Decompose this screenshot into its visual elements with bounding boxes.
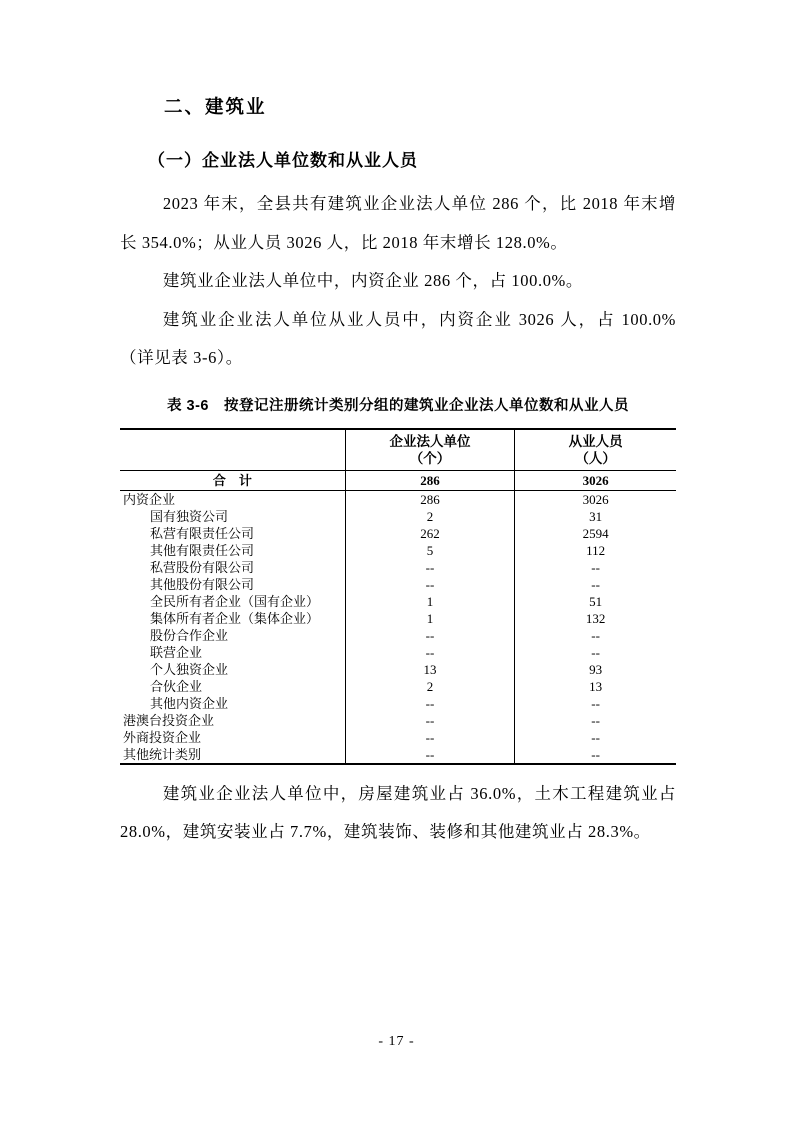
- header-persons-line1: 从业人员: [568, 433, 623, 449]
- row-label: 其他内资企业: [150, 695, 229, 711]
- table-row: [120, 712, 676, 729]
- row-label: 集体所有者企业（集体企业）: [150, 610, 320, 626]
- row-persons-value: --: [515, 729, 676, 746]
- row-persons-value: --: [515, 576, 676, 593]
- row-persons-value: --: [515, 644, 676, 661]
- table-row: [120, 661, 676, 678]
- row-units-value: 5: [345, 542, 515, 559]
- row-label: 私营股份有限公司: [150, 559, 255, 575]
- row-units-value: --: [345, 627, 515, 644]
- row-label: 个人独资企业: [150, 661, 229, 677]
- row-units-value: 2: [345, 678, 515, 695]
- row-label: 合 计: [120, 470, 345, 490]
- header-cell-empty: [120, 429, 345, 471]
- row-label: 港澳台投资企业: [123, 712, 215, 728]
- table-row: [120, 695, 676, 712]
- header-cell-units: [345, 429, 515, 471]
- row-units-value: 286: [345, 490, 515, 508]
- statistics-table: [120, 428, 676, 765]
- row-label: 内资企业: [123, 491, 176, 507]
- row-units-value: --: [345, 695, 515, 712]
- row-label: 其他有限责任公司: [150, 542, 255, 558]
- row-units-value: 1: [345, 610, 515, 627]
- row-units-value: 13: [345, 661, 515, 678]
- row-label: 其他统计类别: [123, 746, 202, 762]
- header-cell-persons: [515, 429, 676, 471]
- row-persons-value: --: [515, 559, 676, 576]
- row-units-value: --: [345, 559, 515, 576]
- row-units-value: --: [345, 729, 515, 746]
- row-persons-value: --: [515, 695, 676, 712]
- table-body: [120, 470, 676, 764]
- row-units-value: --: [345, 746, 515, 764]
- row-label: 其他股份有限公司: [150, 576, 255, 592]
- row-units-value: 286: [345, 470, 515, 490]
- table-row: [120, 746, 676, 764]
- paragraph-closing: 建筑业企业法人单位中，房屋建筑业占 36.0%，土木工程建筑业占 28.0%，建筑安装业占 7.7%，建筑装饰、装修和其他建筑业占 28.3%。: [120, 783, 676, 841]
- header-units-line2: （个）: [409, 450, 451, 466]
- table-row: [120, 470, 676, 490]
- row-label: 全民所有者企业（国有企业）: [150, 593, 320, 609]
- row-units-value: 1: [345, 593, 515, 610]
- row-persons-value: 132: [515, 610, 676, 627]
- row-units-value: 262: [345, 525, 515, 542]
- row-persons-value: 93: [515, 661, 676, 678]
- header-persons-line2: （人）: [575, 450, 616, 466]
- table-row: [120, 627, 676, 644]
- row-label: 联营企业: [150, 644, 203, 660]
- table-row: [120, 576, 676, 593]
- row-units-value: --: [345, 644, 515, 661]
- table-row: [120, 508, 676, 525]
- row-persons-value: 3026: [515, 490, 676, 508]
- table-row: [120, 593, 676, 610]
- row-persons-value: 3026: [515, 470, 676, 490]
- row-persons-value: --: [515, 746, 676, 764]
- row-persons-value: 112: [515, 542, 676, 559]
- row-units-value: --: [345, 576, 515, 593]
- table-header: [120, 429, 676, 471]
- row-persons-value: 13: [515, 678, 676, 695]
- row-persons-value: 51: [515, 593, 676, 610]
- table-row: [120, 559, 676, 576]
- row-label: 股份合作企业: [150, 627, 229, 643]
- page-number: - 17 -: [378, 1034, 415, 1049]
- table-row: [120, 610, 676, 627]
- header-units-line1: 企业法人单位: [389, 433, 471, 449]
- paragraph-domestic-staff: 建筑业企业法人单位从业人员中，内资企业 3026 人，占 100.0%（详见表 3-6）。: [120, 309, 676, 367]
- row-label: 外商投资企业: [123, 729, 202, 745]
- table-header-row: [120, 429, 676, 471]
- paragraph-domestic-units: 建筑业企业法人单位中，内资企业 286 个，占 100.0%。: [162, 271, 583, 290]
- row-label: 国有独资公司: [150, 508, 229, 524]
- row-label: 合伙企业: [150, 678, 203, 694]
- row-persons-value: 2594: [515, 525, 676, 542]
- table-row: [120, 542, 676, 559]
- table-caption: 表 3-6 按登记注册统计类别分组的建筑业企业法人单位数和从业人员: [167, 397, 629, 414]
- row-persons-value: --: [515, 627, 676, 644]
- row-label: 私营有限责任公司: [150, 525, 255, 541]
- table-row: [120, 490, 676, 508]
- row-units-value: 2: [345, 508, 515, 525]
- table-row: [120, 644, 676, 661]
- row-persons-value: 31: [515, 508, 676, 525]
- row-units-value: --: [345, 712, 515, 729]
- paragraph-overview: 2023 年末，全县共有建筑业企业法人单位 286 个，比 2018 年末增长 354.0%；从业人员 3026 人，比 2018 年末增长 128.0%。: [120, 194, 676, 252]
- subsection-title: （一）企业法人单位数和从业人员: [148, 151, 418, 170]
- table-row: [120, 729, 676, 746]
- table-row: [120, 678, 676, 695]
- section-title: 二、建筑业: [164, 96, 267, 117]
- table-row: [120, 525, 676, 542]
- row-persons-value: --: [515, 712, 676, 729]
